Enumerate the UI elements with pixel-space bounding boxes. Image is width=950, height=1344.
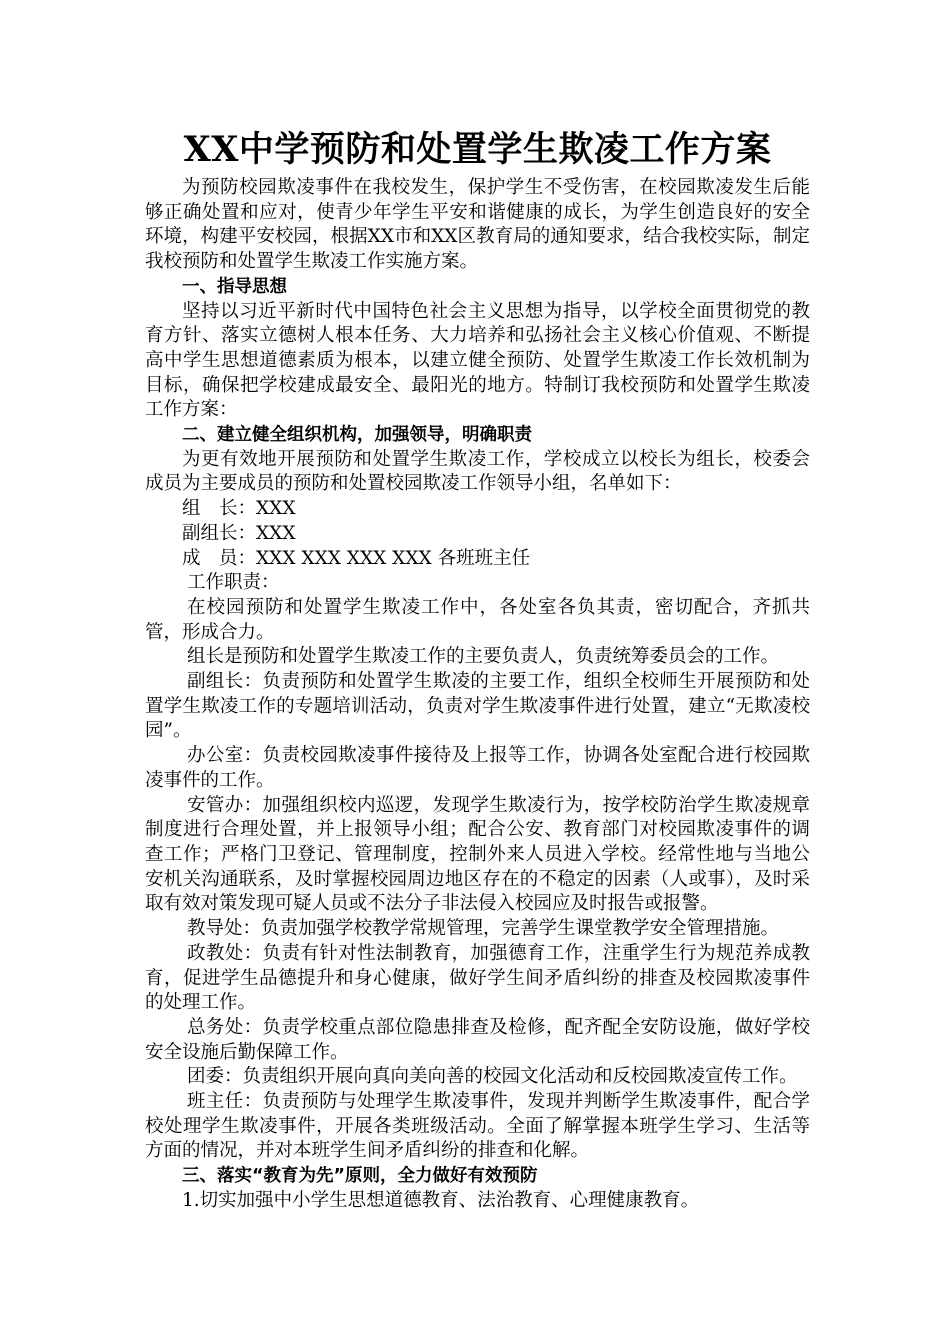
organization-paragraph: 为更有效地开展预防和处置学生欺凌工作，学校成立以校长为组长，校委会成员为主要成员的预防和处置校园欺凌工作领导小组，名单如下： [145,448,810,495]
duty-overview: 在校园预防和处置学生欺凌工作中，各处室各负其责，密切配合，齐抓共管，形成合力。 [145,596,810,643]
duty-general-affairs-office: 总务处：负责学校重点部位隐患排查及检修，配齐配全安防设施，做好学校安全设施后勤保障工作。 [145,1016,810,1063]
prevention-item-1: 1.切实加强中小学生思想道德教育、法治教育、心理健康教育。 [182,1189,700,1211]
duty-leader: 组长是预防和处置学生欺凌工作的主要负责人，负责统筹委员会的工作。 [187,646,780,668]
section-heading-1: 一、指导思想 [182,276,287,297]
guiding-principle-paragraph: 坚持以习近平新时代中国特色社会主义思想为指导，以学校全面贯彻党的教育方针、落实立德树人根本任务、大力培养和弘扬社会主义核心价值观、不断提高中学生思想道德素质为根本，以建立健全预防、处置学生欺凌工作长效机制为目标，确保把学校建成最安全、最阳光的地方。特制订我校预防和处置学生欺凌工作方案： [145,300,810,421]
document-page [145,126,810,1214]
roster-members: 成 员：XXX XXX XXX XXX 各班班主任 [182,547,531,569]
intro-paragraph: 为预防校园欺凌事件在我校发生，保护学生不受伤害，在校园欺凌发生后能够正确处置和应对，使青少年学生平安和谐健康的成长，为学生创造良好的安全环境，构建平安校园，根据XX市和XX区教育局的通知要求，结合我校实际，制定我校预防和处置学生欺凌工作实施方案。 [145,177,810,273]
duty-youth-league: 团委：负责组织开展向真向美向善的校园文化活动和反校园欺凌宣传工作。 [187,1066,798,1088]
duty-moral-education-office: 政教处：负责有针对性法制教育，加强德育工作，注重学生行为规范养成教育，促进学生品德提升和身心健康，做好学生间矛盾纠纷的排查及校园欺凌事件的处理工作。 [145,942,810,1014]
roster-leader: 组 长：XXX [182,498,296,520]
duty-head-teacher: 班主任：负责预防与处理学生欺凌事件，发现并判断学生欺凌事件，配合学校处理学生欺凌事件，开展各类班级活动。全面了解掌握本班学生学习、生活等方面的情况，并对本班学生间矛盾纠纷的排查和化解。 [145,1091,810,1162]
duty-vice-leader: 副组长：负责预防和处置学生欺凌的主要工作，组织全校师生开展预防和处置学生欺凌工作的专题培训活动，负责对学生欺凌事件进行处置，建立“无欺凌校园”。 [145,671,810,742]
section-heading-2: 二、建立健全组织机构，加强领导，明确职责 [182,425,532,446]
document-title: XX中学预防和处置学生欺凌工作方案 [183,129,772,170]
duties-label: 工作职责： [187,572,280,594]
duty-office: 办公室：负责校园欺凌事件接待及上报等工作，协调各处室配合进行校园欺凌事件的工作。 [145,745,810,791]
duty-security-office: 安管办：加强组织校内巡逻，发现学生欺凌行为，按学校防治学生欺凌规章制度进行合理处置，并上报领导小组；配合公安、教育部门对校园欺凌事件的调查工作；严格门卫登记、管理制度，控制外来人员进入学校。经常性地与当地公安机关沟通联系，及时掌握校园周边地区存在的不稳定的因素（人或事），及时采取有效对策发现可疑人员或不法分子非法侵入校园应及时报告或报警。 [145,794,810,915]
roster-vice-leader: 副组长：XXX [182,522,296,544]
duty-academic-office: 教导处：负责加强学校教学常规管理，完善学生课堂教学安全管理措施。 [187,918,780,940]
section-heading-3: 三、落实“教育为先”原则，全力做好有效预防 [182,1166,538,1187]
